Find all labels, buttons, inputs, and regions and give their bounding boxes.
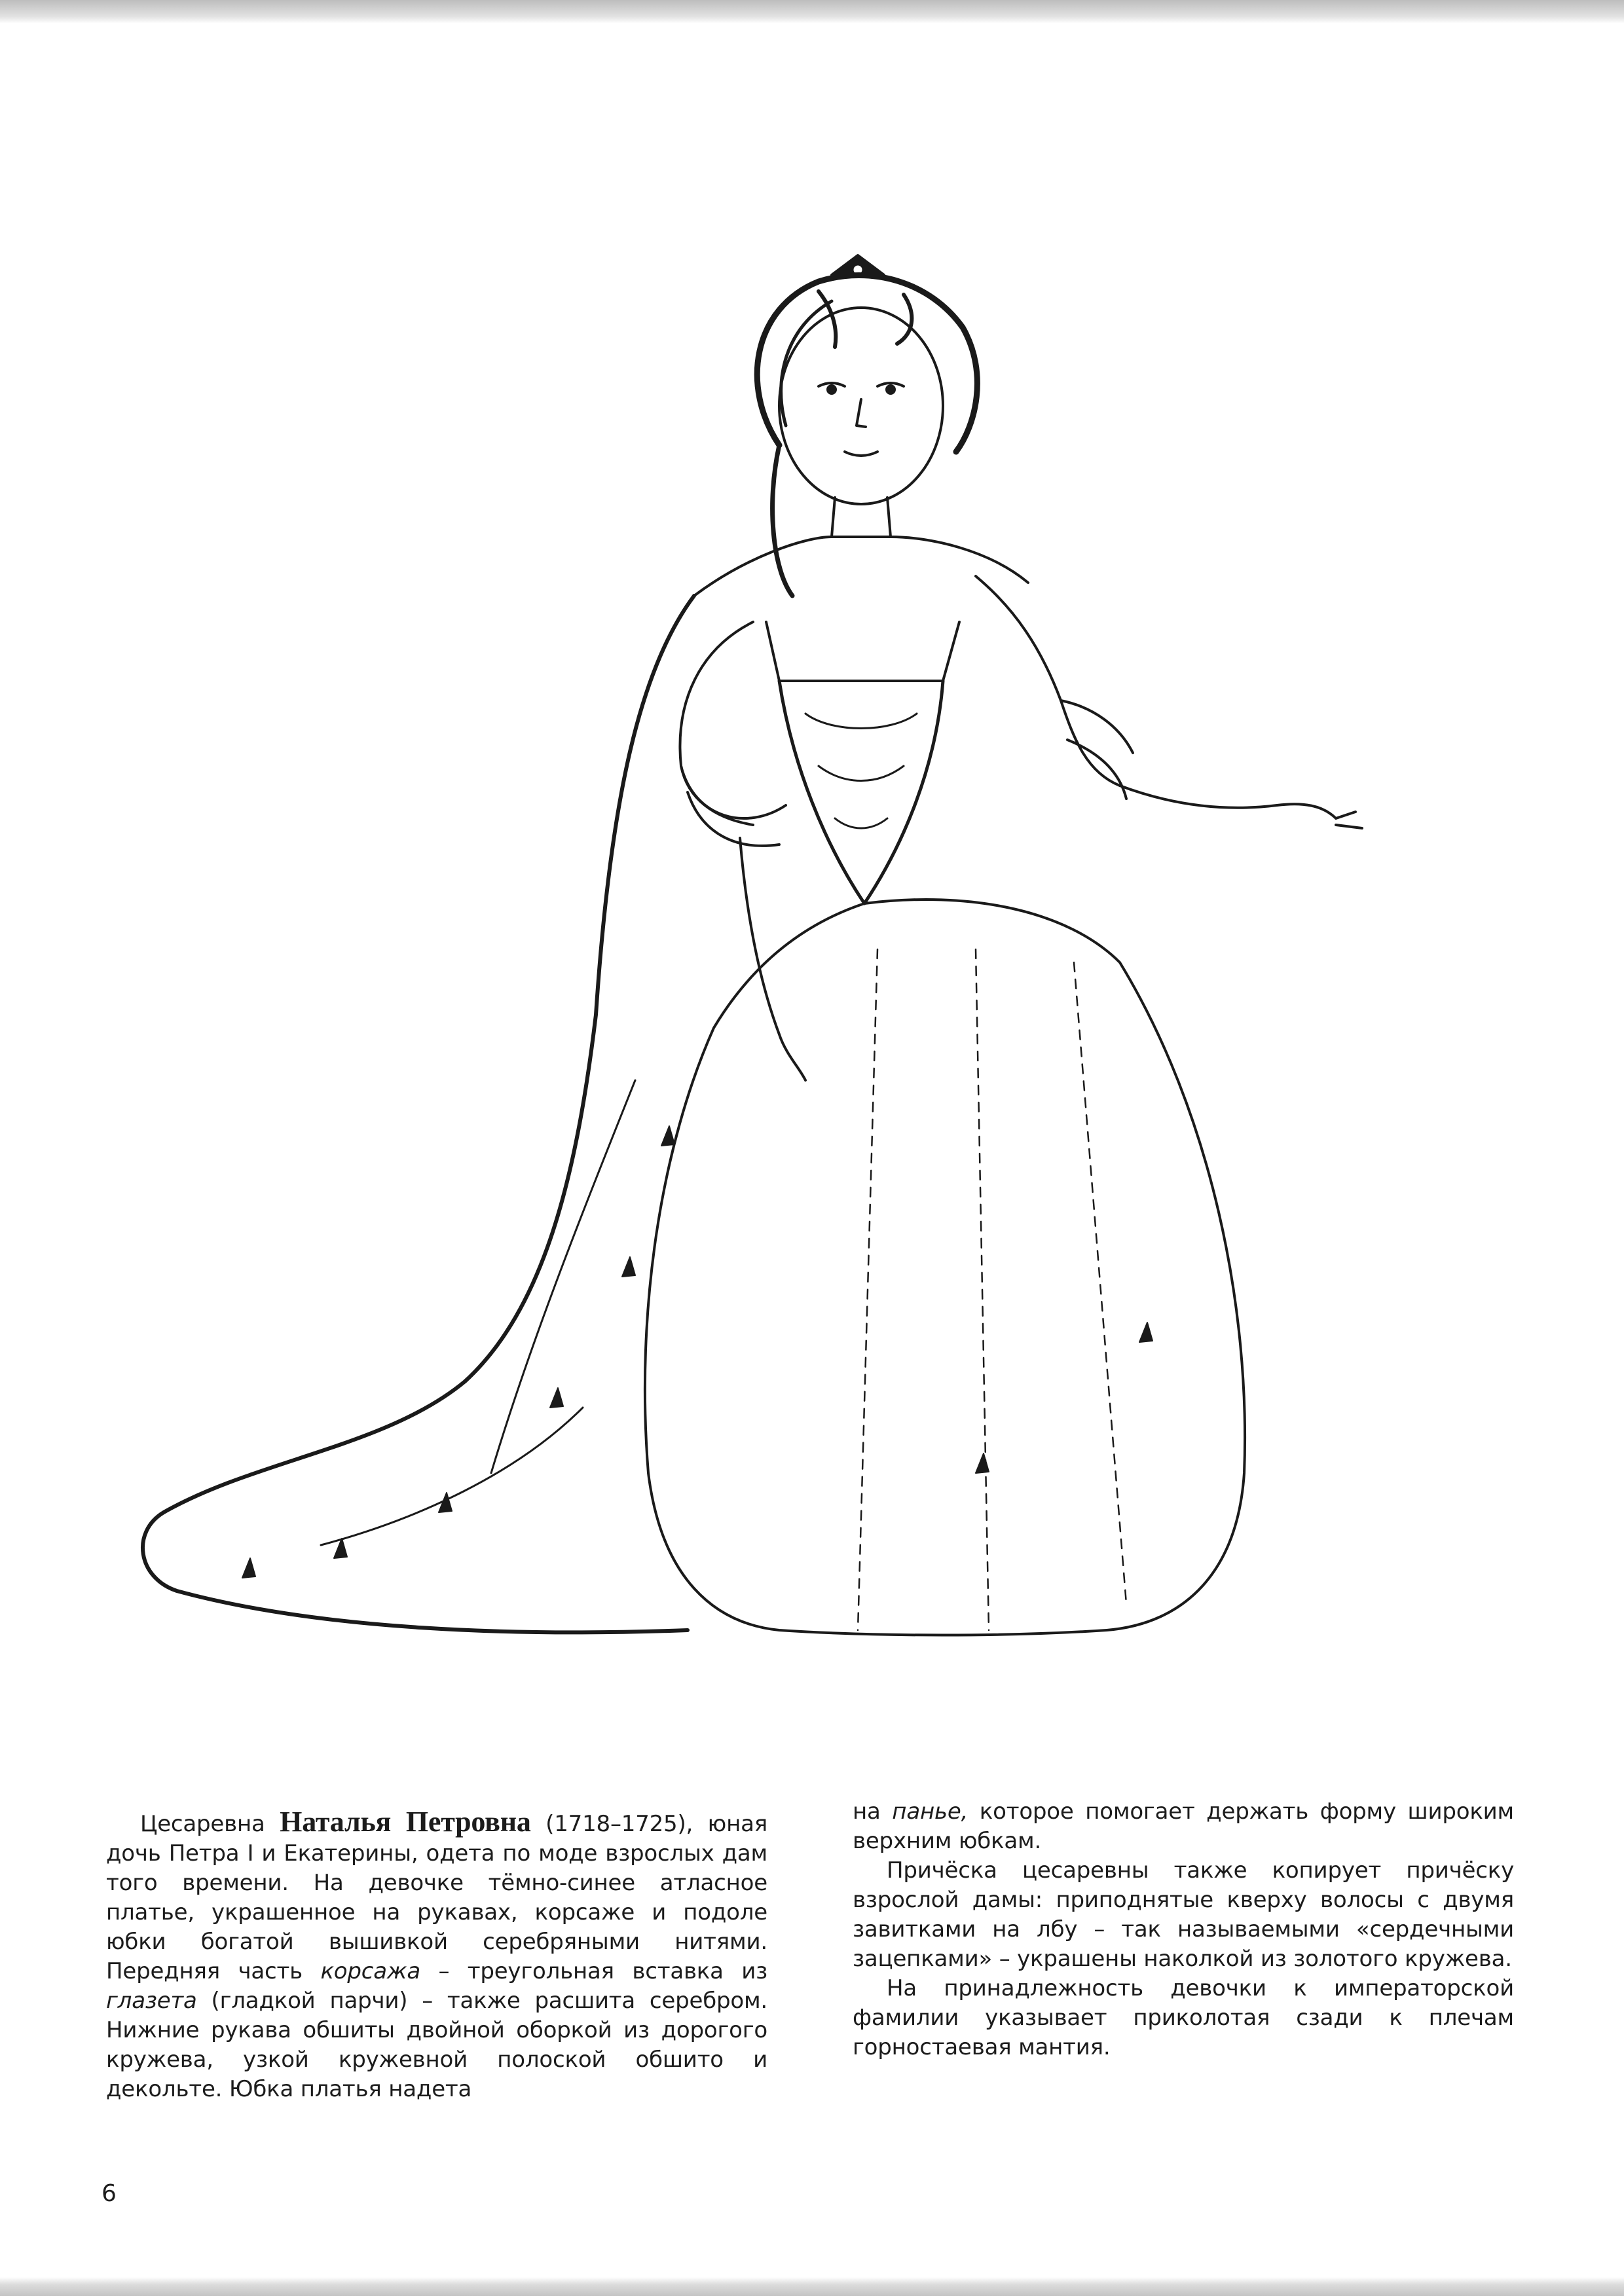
ermine-spots bbox=[242, 1126, 1153, 1578]
mantle-folds bbox=[321, 1080, 635, 1545]
caption-text: – треугольная вставка из bbox=[438, 1958, 768, 1984]
page-number: 6 bbox=[101, 2180, 117, 2207]
scan-top-edge bbox=[0, 0, 1624, 24]
scan-bottom-edge bbox=[0, 2277, 1624, 2296]
caption-paragraph-1 bbox=[106, 1807, 767, 2104]
neckline-lace bbox=[766, 622, 959, 681]
caption-text: (гладкой парчи) – также расшита серебром. Нижние рукава обшиты двойной оборкой из дорогого кружева, узкой кружевной полоской обшито и декольте. Юбка платья надета bbox=[106, 1988, 767, 2102]
right-sleeve-lace bbox=[1061, 701, 1133, 799]
caption-paragraph-3: На принадлежность девочки к императорской фамилии указывает приколотая сзади к плечам горностаевая мантия. bbox=[853, 1975, 1514, 2060]
skirt-outline bbox=[645, 900, 1245, 1635]
right-arm bbox=[1120, 786, 1336, 818]
left-sleeve bbox=[680, 622, 786, 818]
left-pupil bbox=[828, 386, 836, 393]
term-panye: панье, bbox=[892, 1798, 969, 1825]
long-hair bbox=[773, 445, 792, 596]
caption-text: (1718–1725), юная дочь Петра I и Екатерины, одета по моде взрослых дам того времени. На девочке тёмно-синее атласное платье, украшенное на рукавах, корсаже и подоле юбки богатой вышивкой серебряными нитями. Передняя часть bbox=[106, 1811, 768, 1984]
caption-paragraph-2: Причёска цесаревны также копирует причёску взрослой дамы: приподнятые кверху волосы с двумя завитками на лбу – так называемыми «сердечными зацепками» – украшены наколкой из золотого кружева. bbox=[853, 1857, 1514, 1972]
caption-column-right bbox=[853, 1797, 1514, 2062]
hair-outline bbox=[757, 276, 977, 452]
term-glazet: глазета bbox=[106, 1988, 197, 2014]
right-sleeve bbox=[976, 576, 1120, 786]
mouth bbox=[845, 452, 877, 456]
shoulder-line bbox=[694, 537, 1028, 596]
left-hand bbox=[779, 1034, 805, 1080]
right-pupil bbox=[887, 386, 895, 393]
skirt-folds bbox=[858, 949, 1126, 1630]
bodice-stomacher bbox=[779, 681, 943, 903]
nose bbox=[857, 399, 866, 427]
girl-in-ermine-mantle-drawing bbox=[124, 229, 1434, 1735]
left-arm bbox=[740, 838, 779, 1034]
caption-paragraph-1-cont bbox=[853, 1797, 1514, 1856]
left-sleeve-lace bbox=[681, 766, 779, 846]
subject-name: Наталья Петровна bbox=[280, 1806, 531, 1838]
right-hand bbox=[1336, 812, 1362, 828]
caption-column-left bbox=[106, 1807, 767, 2104]
ermine-mantle-outline bbox=[143, 596, 694, 1632]
term-korsazh: корсажа bbox=[320, 1958, 420, 1984]
caption-text: которое помогает держать форму широким верхним юбкам. bbox=[853, 1798, 1515, 1854]
caption-text: Цесаревна bbox=[140, 1811, 265, 1837]
caption-text: на bbox=[853, 1798, 881, 1825]
costume-illustration bbox=[124, 229, 1434, 1735]
bodice-embroidery bbox=[805, 714, 917, 828]
